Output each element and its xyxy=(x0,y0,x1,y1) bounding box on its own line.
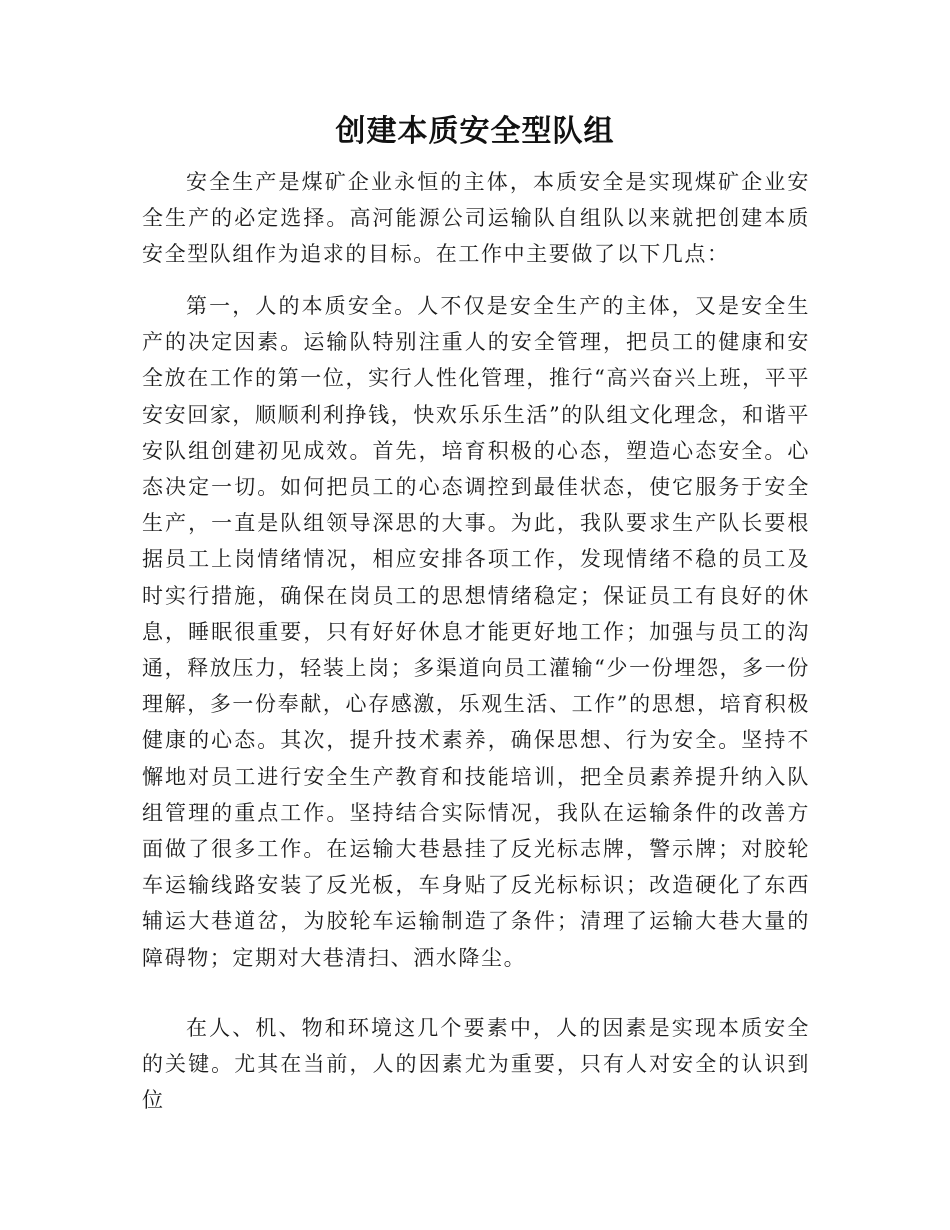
document-title: 创建本质安全型队组 xyxy=(335,114,615,149)
paragraph-human-factor: 在人、机、物和环境这几个要素中，人的因素是实现本质安全的关键。尤其在当前，人的因素尤为重要，只有人对安全的认识到位 xyxy=(142,1016,810,1113)
paragraph-first-point: 第一，人的本质安全。人不仅是安全生产的主体，又是安全生产的决定因素。运输队特别注重人的安全管理，把员工的健康和安全放在工作的第一位，实行人性化管理，推行“高兴奋兴上班，平平安安回家，顺顺利利挣钱，快欢乐乐生活”的队组文化理念，和谐平安队组创建初见成效。首先，培育积极的心态，塑造心态安全。心态决定一切。如何把员工的心态调控到最佳状态，使它服务于安全生产，一直是队组领导深思的大事。为此，我队要求生产队长要根据员工上岗情绪情况，相应安排各项工作，发现情绪不稳的员工及时实行措施，确保在岗员工的思想情绪稳定；保证员工有良好的休息，睡眠很重要，只有好好休息才能更好地工作；加强与员工的沟通，释放压力，轻装上岗；多渠道向员工灌输“少一份埋怨，多一份理解，多一份奉献，心存感激，乐观生活、工作”的思想，培育积极健康的心态。其次，提升技术素养，确保思想、行为安全。坚持不懈地对员工进行安全生产教育和技能培训，把全员素养提升纳入队组管理的重点工作。坚持结合实际情况，我队在运输条件的改善方面做了很多工作。在运输大巷悬挂了反光标志牌，警示牌；对胶轮车运输线路安装了反光板，车身贴了反光标标识；改造硬化了东西辅运大巷道岔，为胶轮车运输制造了条件；清理了运输大巷大量的障碍物；定期对大巷清扫、洒水降尘。 xyxy=(142,294,810,970)
paragraph-intro: 安全生产是煤矿企业永恒的主体，本质安全是实现煤矿企业安全生产的必定选择。高河能源公司运输队自组队以来就把创建本质安全型队组作为追求的目标。在工作中主要做了以下几点： xyxy=(142,170,810,267)
